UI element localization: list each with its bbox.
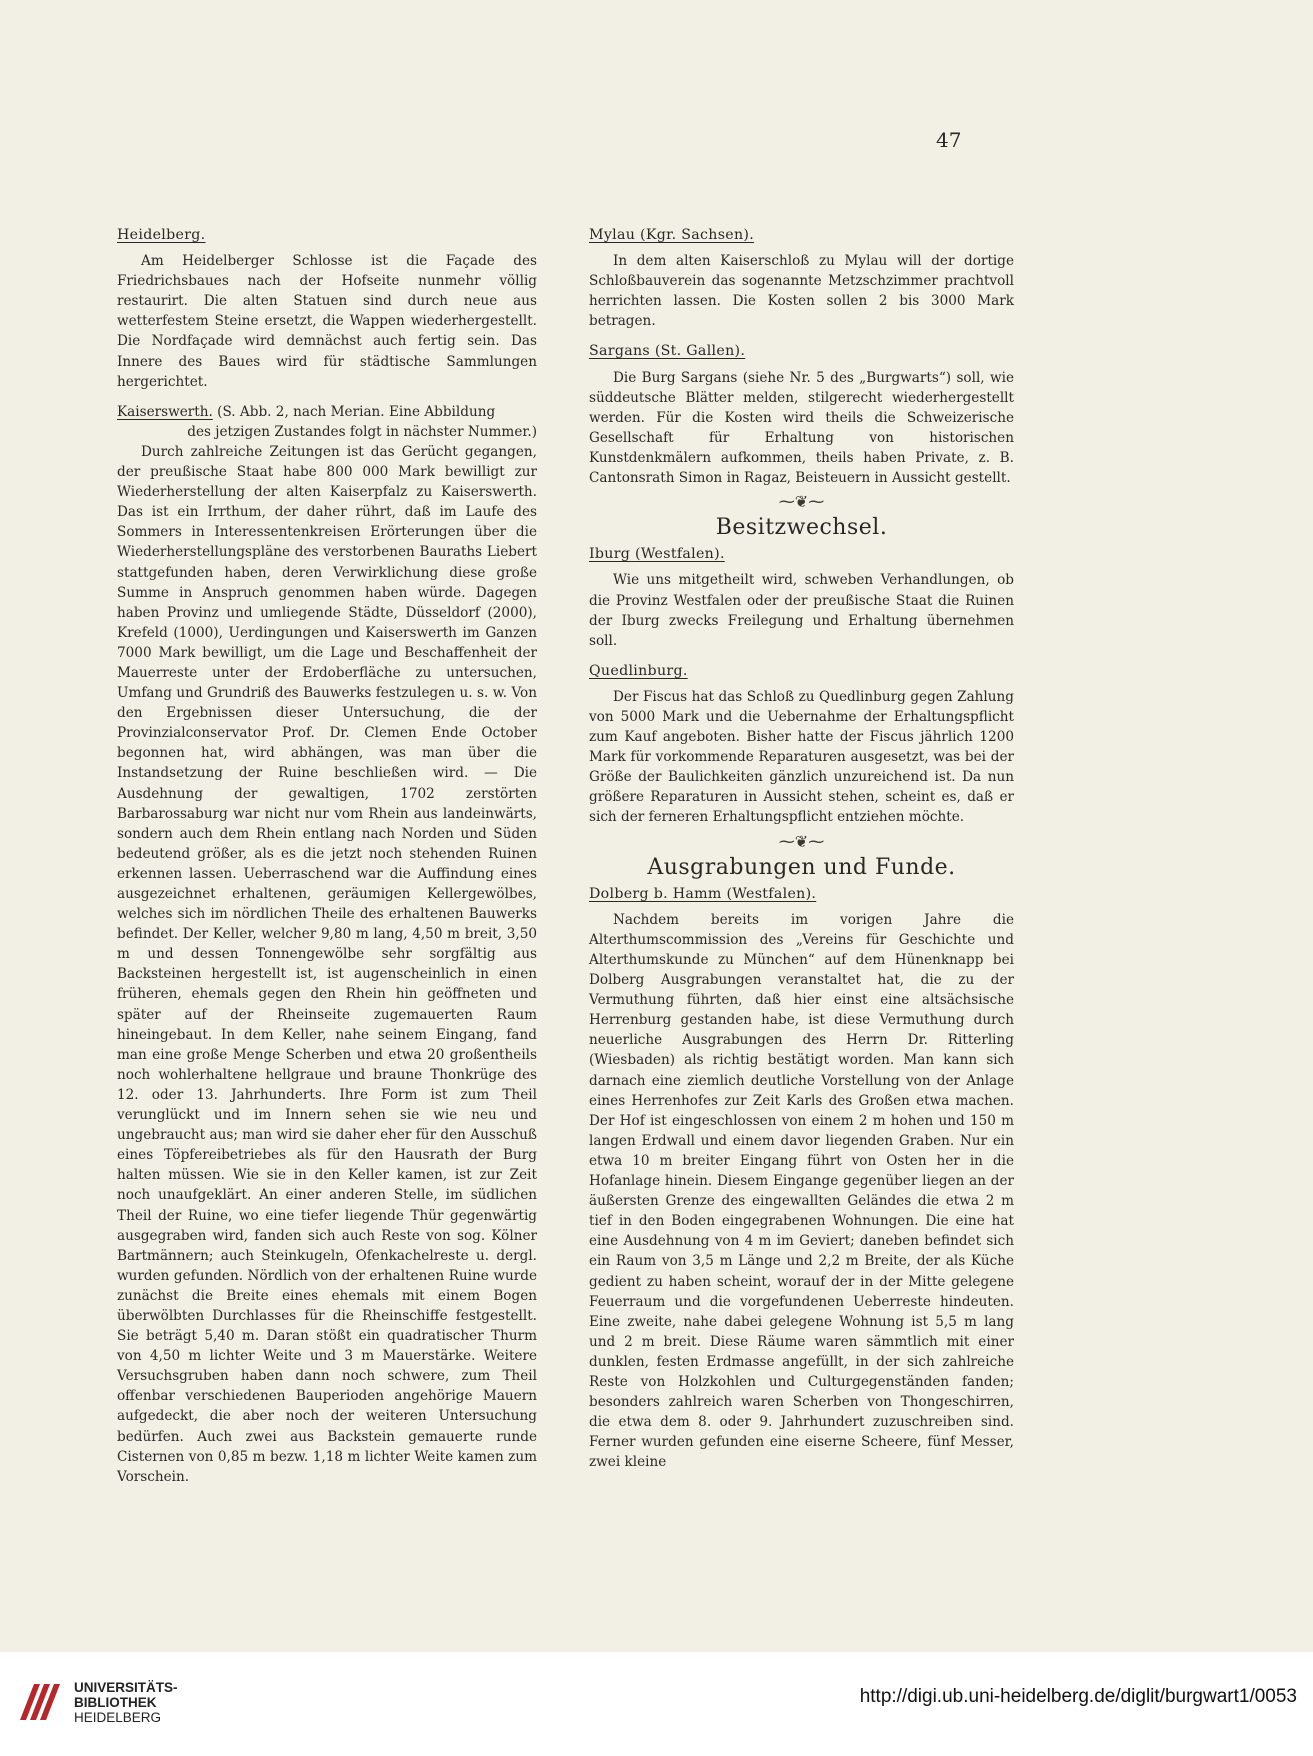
heading-kaiserswerth: Kaiserswerth. [117,403,213,420]
article-iburg [589,544,1014,650]
section-title-ausgrabungen: Ausgrabungen und Funde. [647,854,956,880]
library-name-line-2: BIBLIOTHEK [74,1695,157,1710]
text-quedlinburg: Der Fiscus hat das Schloß zu Quedlinburg gegen Zahlung von 5000 Mark und die Uebernahme der Erhaltungspflicht zum Kauf angeboten. Bisher hatte der Fiscus jährlich 1200 Mark für vorkommende Reparaturen ausgesetzt, was bei der Größe der Baulichkeiten gänzlich unzureichend ist. Da nun größere Reparaturen in Aussicht stehen, scheint es, daß er sich der ferneren Erhaltungspflicht entziehen möchte. [589,688,1014,826]
heading-kaiserswerth-line [117,402,537,442]
footer-bar [0,1652,1313,1756]
library-name-line-3: HEIDELBERG [74,1710,162,1725]
article-quedlinburg [589,661,1014,828]
article-kaiserswerth [117,402,537,1487]
text-mylau: In dem alten Kaiserschloß zu Mylau will der dortige Schloßbauverein das sogenannte Metzschzimmer prachtvoll herrichten lassen. Die Kosten sollen 2 bis 3000 Mark betragen. [589,253,1014,330]
article-heidelberg [117,225,537,392]
heading-heidelberg: Heidelberg. [117,227,206,243]
article-dolberg [589,884,1014,1473]
university-library-logo-icon [16,1676,62,1726]
heading-sargans: Sargans (St. Gallen). [589,343,746,360]
permalink-url[interactable]: http://digi.ub.uni-heidelberg.de/diglit/burgwart1/0053 [859,1686,1297,1707]
library-name [74,1680,178,1725]
text-kaiserswerth: Durch zahlreiche Zeitungen ist das Gerücht gegangen, der preußische Staat habe 800 000 Mark bewilligt zur Wiederherstellung der alten Kaiserpfalz zu Kaiserswerth. Das ist ein Irrthum, der daher rührt, daß im Laufe des Sommers in Interessentenkreisen Erörterungen über die Wiederherstellungspläne des verstorbenen Bauraths Liebert stattgefunden haben, deren Verwirklichung diese große Summe in Anspruch genommen haben würde. Dagegen haben Provinz und umliegende Städte, Düsseldorf (2000), Krefeld (1000), Uerdingungen und Kaiserswerth im Ganzen 7000 Mark bewilligt, um die Lage und Beschaffenheit der Mauerreste unter der Erdoberfläche zu untersuchen, Umfang und Grundriß des Bauwerks festzulegen u. s. w. Von den Ergebnissen dieser Untersuchung, die der Provinzialconservator Prof. Dr. Clemen Ende October begonnen hat, wird abhängen, was man über die Instandsetzung der Ruine beschließen wird. — Die Ausdehnung der gewaltigen, 1702 zerstörten Barbarossaburg war nicht nur vom Rhein aus landeinwärts, sondern auch dem Rhein entlang nach Norden und Süden bedeutend größer, als es die jetzt noch stehenden Ruinen erkennen lassen. Ueberraschend war die Auffindung eines ausgezeichnet erhaltenen, geräumigen Kellergewölbes, welches sich im nördlichen Theile des erhaltenen Bauwerks befindet. Der Keller, welcher 9,80 m lang, 4,50 m breit, 3,50 m und dessen Tonnengewölbe sehr sorgfältig aus Backsteinen hergestellt ist, ist augenscheinlich in einen früheren, ehemals gegen den Rhein hin geöffneten und später auf der Rheinseite zugemauerten Raum hineingebaut. In dem Keller, nahe seinem Eingang, fand man eine große Menge Scherben und etwa 20 großentheils noch wohlerhaltene hellgraue und braune Thonkrüge des 12. oder 13. Jahrhunderts. Ihre Form ist zum Theil verunglückt und im Innern sehen sie wie neu und ungebraucht aus; man wird sie daher eher für den Ausschuß eines Töpfereibetriebes als für den Hausrath der Burg halten müssen. Wie sie in den Keller kamen, ist zur Zeit noch unaufgeklärt. An einer anderen Stelle, im südlichen Theil der Ruine, wo eine tiefer liegende Thür gegenwärtig ausgegraben wird, fanden sich auch Reste von sog. Kölner Bartmännern; auch Steinkugeln, Ofenkachelreste u. dergl. wurden gefunden. Nördlich von der erhaltenen Ruine wurde zunächst die Breite eines ehemals mit einem Bogen überwölbten Durchlasses für die Rheinschiffe festgestellt. Sie beträgt 5,40 m. Daran stößt ein quadratischer Thurm von 4,50 m lichter Weite und 3 m Mauerstärke. Weitere Versuchsgruben haben dann noch schwere, zum Theil offenbar verschiedenen Bauperioden angehörige Mauern aufgedeckt, die aber noch der weiteren Untersuchung bedürfen. Auch zwei aus Backstein gemauerte runde Cisternen von 0,85 m bezw. 1,18 m lichter Weite kamen zum Vorschein. [117,443,537,1485]
heading-quedlinburg: Quedlinburg. [589,662,688,679]
heading-dolberg: Dolberg b. Hamm (Westfalen). [589,885,817,902]
text-iburg: Wie uns mitgetheilt wird, schweben Verhandlungen, ob die Provinz Westfalen oder der preußische Staat die Ruinen der Iburg zwecks Freilegung und Erhaltung übernehmen soll. [589,572,1014,649]
heading-kaiserswerth-rest-2: des jetzigen Zustandes folgt in nächster Nummer.) [187,423,537,440]
heading-kaiserswerth-rest-1: (S. Abb. 2, nach Merian. Eine Abbildung [217,403,496,420]
page-number: 47 [936,128,962,152]
text-sargans: Die Burg Sargans (siehe Nr. 5 des „Burgwarts“) soll, wie süddeutsche Blätter melden, stilgerecht wiederhergestellt werden. Für die Kosten wird theils die Schweizerische Gesellschaft für Erhaltung von historischen Kunstdenkmälern aufkommen, theils haben Private, z. B. Cantonsrath Simon in Ragaz, Beisteuern in Aussicht gestellt. [589,369,1014,487]
text-heidelberg: Am Heidelberger Schlosse ist die Façade des Friedrichsbaues nach der Hofseite nunmehr völlig restaurirt. Die alten Statuen sind durch neue aus wetterfestem Steine ersetzt, die Wappen wiederhergestellt. Die Nordfaçade wird demnächst auch fertig sein. Das Innere des Baues wird für städtische Sammlungen hergerichtet. [117,253,537,390]
article-sargans [589,341,1014,488]
text-dolberg: Nachdem bereits im vorigen Jahre die Alterthumscommission des „Vereins für Geschichte und Alterthumskunde zu München“ auf dem Hünenknapp bei Dolberg Ausgrabungen veranstaltet hat, die zu der Vermuthung führten, daß hier einst eine altsächsische Herrenburg gestanden habe, ist diese Vermuthung durch neuerliche Ausgrabungen des Herrn Dr. Ritterling (Wiesbaden) als richtig bestätigt worden. Man kann sich darnach eine ziemlich deutliche Vorstellung von der Anlage eines Herrenhofes zur Zeit Karls des Großen etwa machen. Der Hof ist eingeschlossen von einem 2 m hohen und 150 m langen Erdwall und einem davor liegenden Graben. Nur ein etwa 10 m breiter Eingang führt von Osten her in die Hofanlage hinein. Diesem Eingange gegenüber liegen an der äußersten Grenze des eingewallten Geländes die etwa 2 m tief in den Boden eingegrabenen Wohnungen. Die eine hat eine Ausdehnung von 4 m im Geviert; daneben befindet sich ein Raum von 3,5 m Länge und 2,2 m Breite, der als Küche gedient zu haben scheint, worauf der in der Mitte gelegene Feuerraum und die vorgefundenen Ueberreste hindeuten. Eine zweite, nahe dabei gelegene Wohnung ist 5,5 m lang und 2 m breit. Diese Räume waren sämmtlich mit einer dunklen, festen Erdmasse angefüllt, in der sich zahlreiche Reste von Holzkohlen und Culturgegenständen fanden; besonders zahlreich waren Scherben von Thongeschirren, die etwa dem 8. oder 9. Jahrhundert zuzuschreiben sind. Ferner wurden gefunden eine eiserne Scheere, fünf Messer, zwei kleine [589,911,1014,1471]
heading-mylau: Mylau (Kgr. Sachsen). [589,227,755,243]
heading-iburg: Iburg (Westfalen). [589,546,725,563]
ornament-divider: ⁓❦⁓ [778,831,825,851]
left-column [117,225,537,1487]
ornament-divider: ⁓❦⁓ [778,492,825,512]
right-column [589,225,1014,1472]
section-title-besitzwechsel: Besitzwechsel. [715,515,888,541]
article-mylau [589,225,1014,331]
library-name-line-1: UNIVERSITÄTS- [74,1680,178,1695]
